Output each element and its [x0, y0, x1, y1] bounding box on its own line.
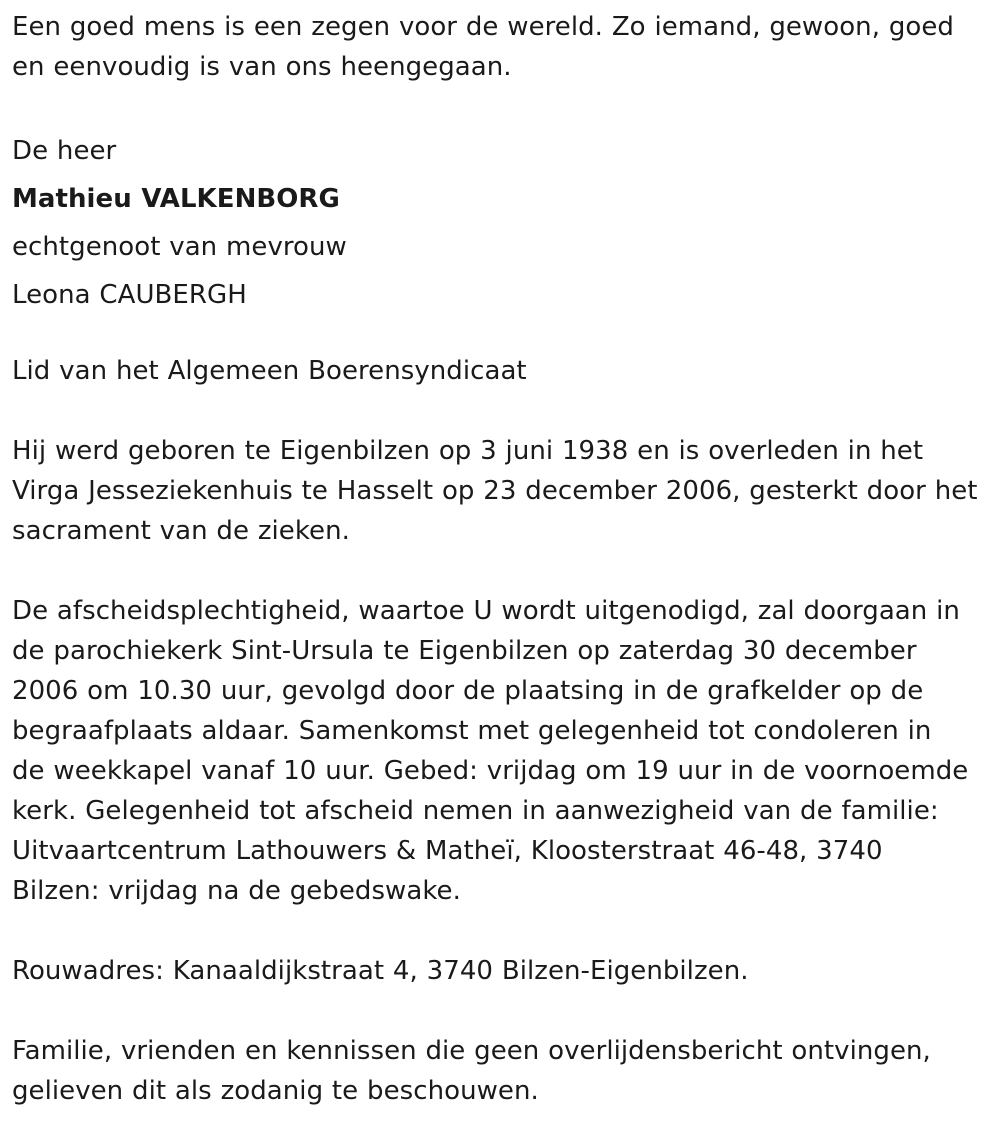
ceremony-line: De afscheidsplechtigheid, waartoe U wordt uitgenodigd, zal doorgaan in [12, 596, 960, 626]
intro-paragraph [12, 7, 988, 87]
intro-line: Een goed mens is een zegen voor de wereld. Zo iemand, gewoon, goed [12, 12, 954, 42]
membership-line: Lid van het Algemeen Boerensyndicaat [12, 356, 527, 386]
ceremony-paragraph [12, 591, 988, 911]
ceremony-line: Uitvaartcentrum Lathouwers & Matheï, Kloosterstraat 46-48, 3740 [12, 836, 883, 866]
person-title: De heer [12, 136, 117, 166]
spouse-name: Leona CAUBERGH [12, 280, 247, 310]
birth-death-line: Virga Jesseziekenhuis te Hasselt op 23 december 2006, gesterkt door het [12, 476, 978, 506]
spouse-label: echtgenoot van mevrouw [12, 232, 347, 262]
membership-paragraph [12, 351, 988, 391]
address-line: Rouwadres: Kanaaldijkstraat 4, 3740 Bilzen-Eigenbilzen. [12, 956, 749, 986]
ceremony-line: 2006 om 10.30 uur, gevolgd door de plaatsing in de grafkelder op de [12, 676, 924, 706]
ceremony-line: begraafplaats aldaar. Samenkomst met gelegenheid tot condoleren in [12, 716, 932, 746]
closing-line: Familie, vrienden en kennissen die geen overlijdensbericht ontvingen, [12, 1036, 931, 1066]
ceremony-line: de weekkapel vanaf 10 uur. Gebed: vrijdag om 19 uur in de voornoemde [12, 756, 969, 786]
birth-death-line: Hij werd geboren te Eigenbilzen op 3 juni 1938 en is overleden in het [12, 436, 924, 466]
intro-line: en eenvoudig is van ons heengegaan. [12, 52, 512, 82]
person-name: Mathieu VALKENBORG [12, 184, 340, 214]
ceremony-line: Bilzen: vrijdag na de gebedswake. [12, 876, 461, 906]
closing-paragraph [12, 1031, 988, 1111]
person-block [12, 127, 988, 319]
birth-death-paragraph [12, 431, 988, 551]
birth-death-line: sacrament van de zieken. [12, 516, 350, 546]
ceremony-line: de parochiekerk Sint-Ursula te Eigenbilzen op zaterdag 30 december [12, 636, 917, 666]
ceremony-line: kerk. Gelegenheid tot afscheid nemen in aanwezigheid van de familie: [12, 796, 939, 826]
closing-line: gelieven dit als zodanig te beschouwen. [12, 1076, 539, 1106]
address-paragraph [12, 951, 988, 991]
